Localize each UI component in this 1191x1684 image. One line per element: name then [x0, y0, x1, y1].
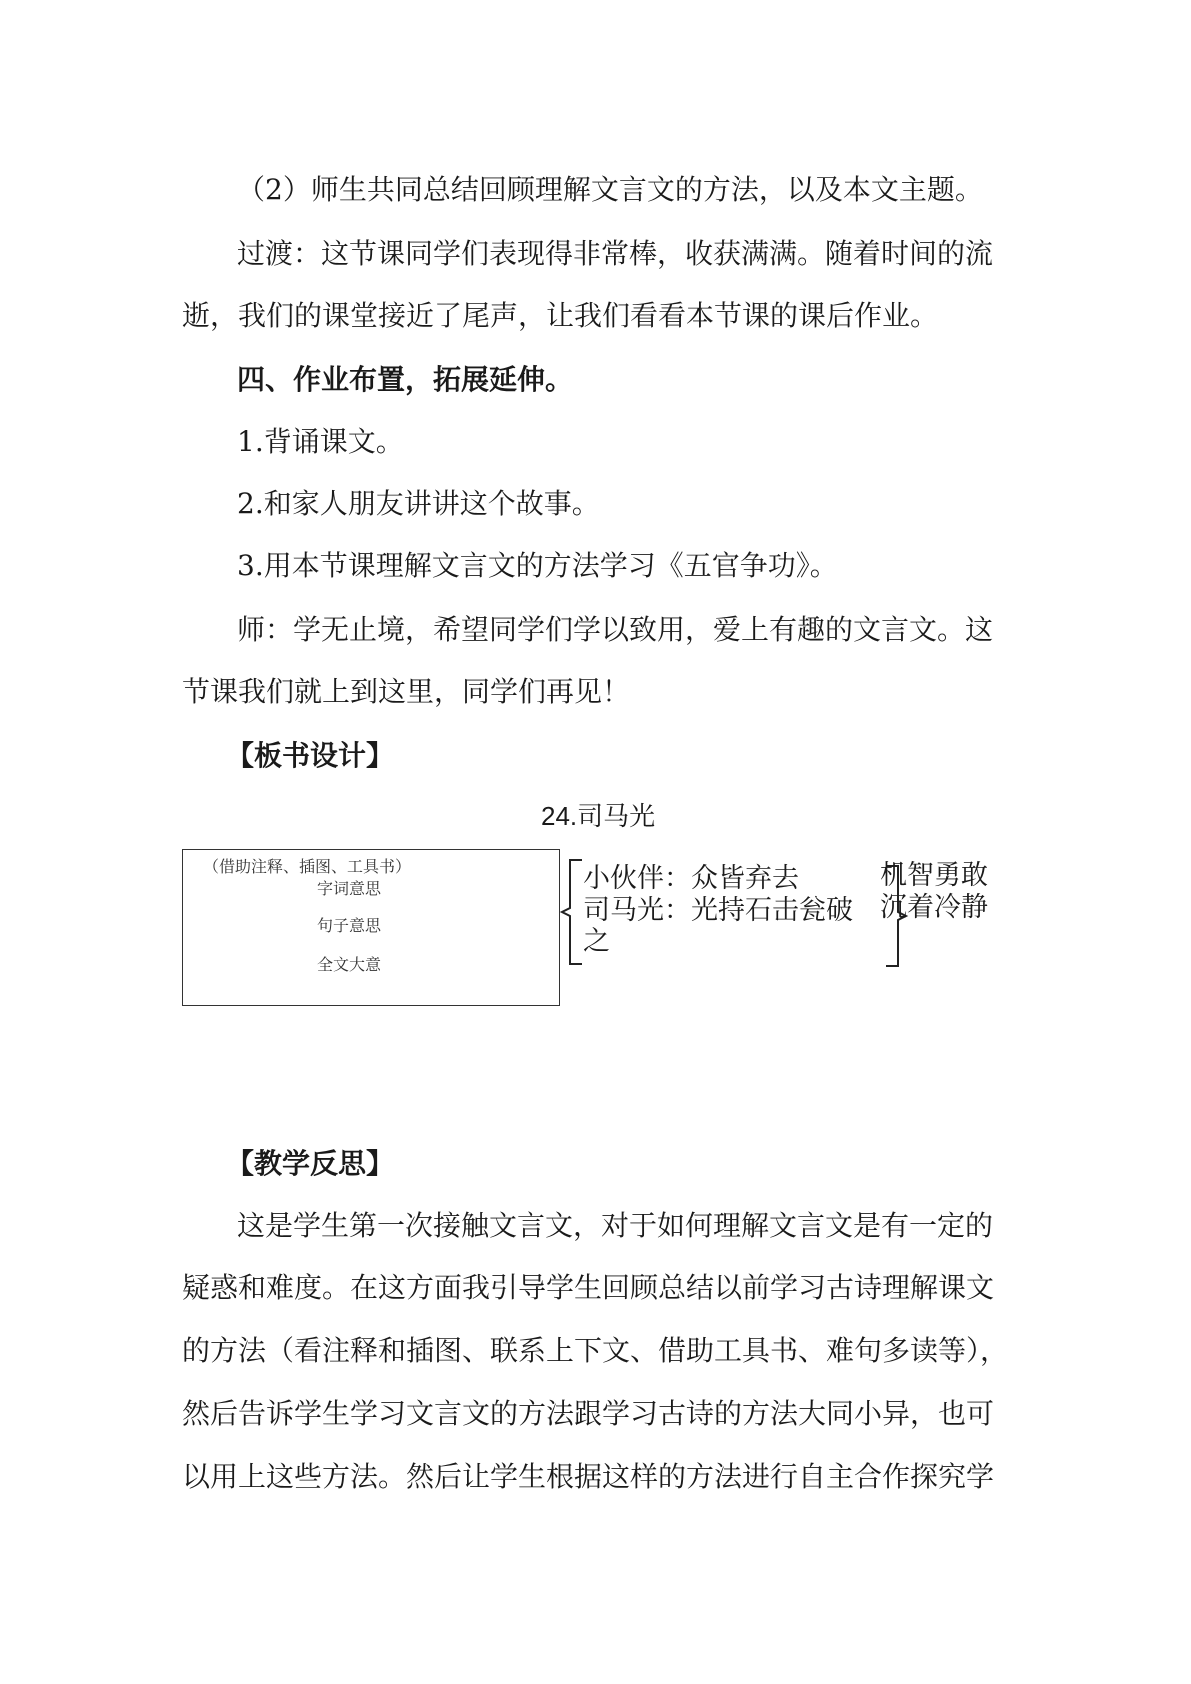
homework-item-1: 1.背诵课文。 — [237, 425, 404, 458]
board-trait-2: 沉着冷静 — [880, 892, 988, 923]
board-title: 24.司马光 — [541, 801, 656, 831]
reflection-line-3: 的方法（看注释和插图、联系上下文、借助工具书、难句多读等）， — [182, 1334, 1009, 1367]
board-companions: 小伙伴：众皆弃去 — [583, 863, 799, 894]
paragraph-transition-1: 过渡：这节课同学们表现得非常棒，收获满满。随着时间的流 — [237, 237, 994, 270]
reflection-line-4: 然后告诉学生学习文言文的方法跟学习古诗的方法大同小异，也可 — [182, 1397, 995, 1430]
reflection-line-5: 以用上这些方法。然后让学生根据这样的方法进行自主合作探究学 — [182, 1460, 995, 1493]
reflection-heading: 【教学反思】 — [226, 1147, 395, 1180]
paragraph-summary: （2）师生共同总结回顾理解文言文的方法，以及本文主题。 — [237, 173, 983, 206]
paragraph-transition-2: 逝，我们的课堂接近了尾声，让我们看看本节课的课后作业。 — [182, 299, 939, 332]
board-simaguang-cont: 之 — [583, 926, 610, 957]
board-simaguang: 司马光：光持石击瓮破 — [583, 895, 853, 926]
section-heading-homework: 四、作业布置，拓展延伸。 — [237, 363, 574, 396]
board-method-box — [182, 849, 560, 1006]
box-full-meaning: 全文大意 — [317, 955, 382, 974]
teacher-closing-1: 师：学无止境，希望同学们学以致用，爱上有趣的文言文。这 — [237, 613, 994, 646]
box-note: （借助注释、插图、工具书） — [203, 857, 412, 876]
reflection-line-2: 疑惑和难度。在这方面我引导学生回顾总结以前学习古诗理解课文 — [182, 1271, 995, 1304]
reflection-line-1: 这是学生第一次接触文言文，对于如何理解文言文是有一定的 — [237, 1209, 994, 1242]
board-trait-1: 机智勇敢 — [880, 860, 988, 891]
teacher-closing-2: 节课我们就上到这里，同学们再见！ — [182, 675, 631, 708]
homework-item-3: 3.用本节课理解文言文的方法学习《五官争功》。 — [237, 549, 838, 582]
homework-item-2: 2.和家人朋友讲讲这个故事。 — [237, 487, 600, 520]
box-sentence-meaning: 句子意思 — [317, 916, 382, 935]
box-word-meaning: 字词意思 — [317, 879, 382, 898]
board-design-heading: 【板书设计】 — [226, 739, 395, 772]
left-brace — [560, 858, 584, 966]
